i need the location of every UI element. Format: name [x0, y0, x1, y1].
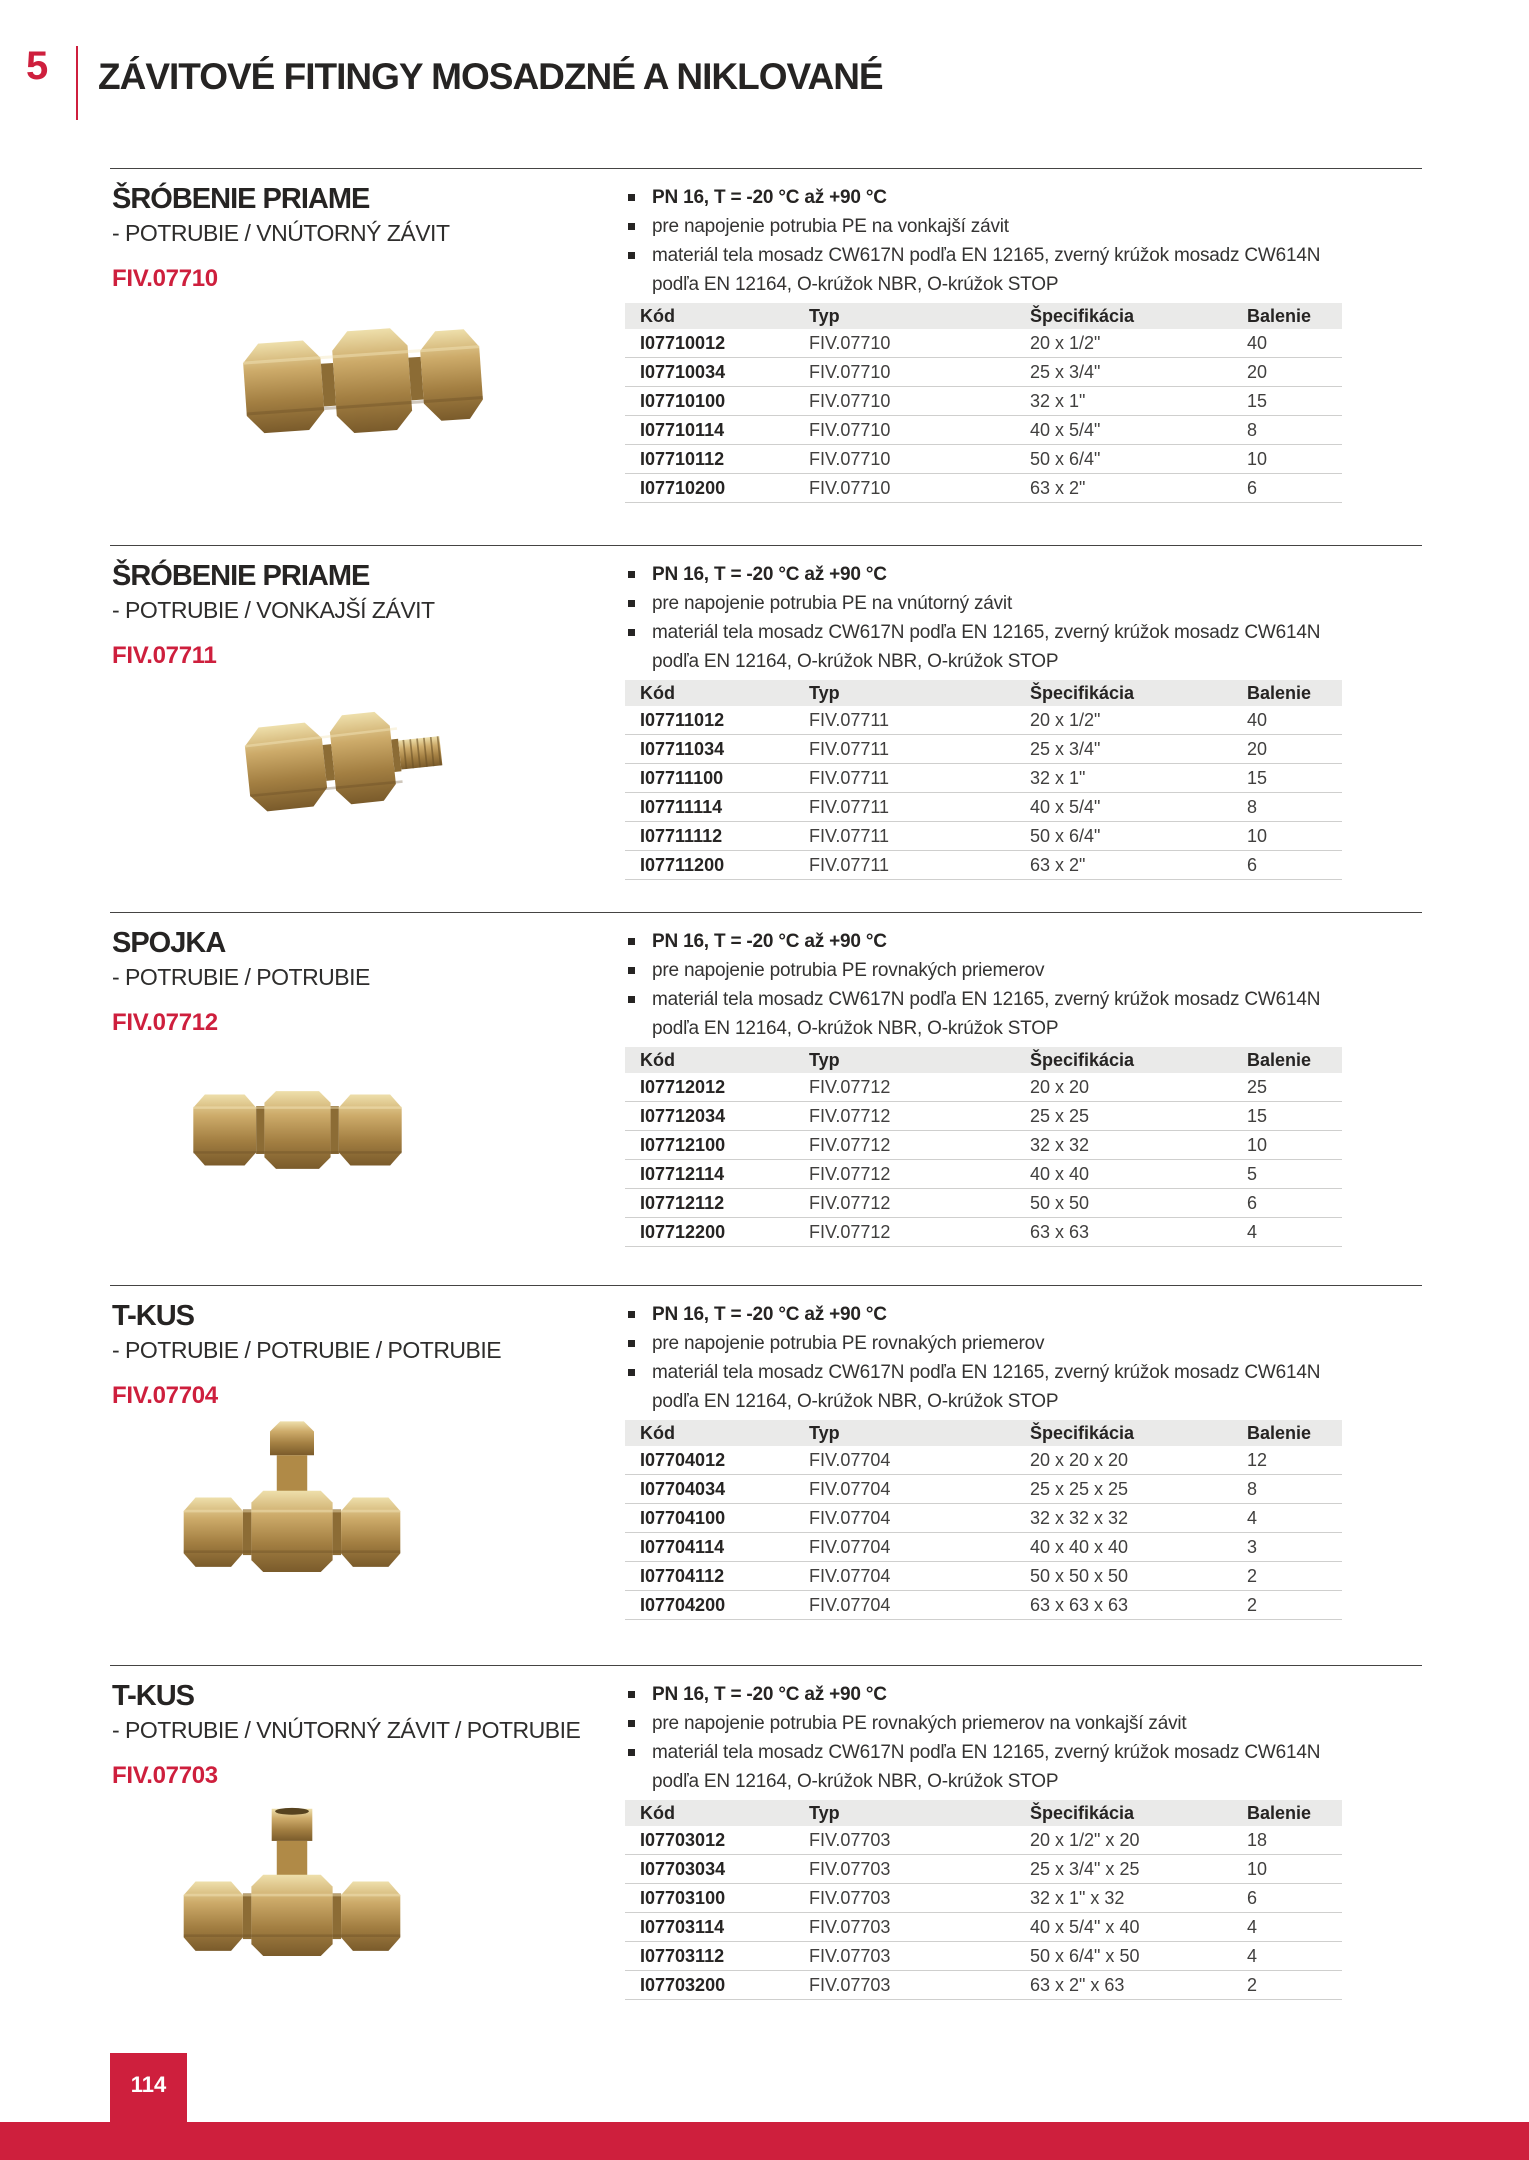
table-cell: FIV.07712: [809, 1102, 1030, 1131]
table-cell: FIV.07710: [809, 358, 1030, 387]
table-cell: 40: [1247, 706, 1342, 735]
product-title: T-KUS: [112, 1300, 194, 1332]
table-cell: 10: [1247, 1855, 1342, 1884]
table-cell: 20: [1247, 358, 1342, 387]
table-row: [625, 793, 1342, 822]
spec-bullet: materiál tela mosadz CW617N podľa EN 12165, zverný krúžok mosadz CW614N podľa EN 12164, O-krúžok NBR, O-krúžok STOP: [625, 618, 1342, 676]
table-cell: 6: [1247, 474, 1342, 503]
table-cell: 2: [1247, 1971, 1342, 2000]
product-title: ŠRÓBENIE PRIAME: [112, 183, 370, 215]
product-table: [625, 303, 1342, 503]
table-cell: I07704112: [625, 1562, 809, 1591]
table-cell: I07711200: [625, 851, 809, 880]
table-cell: I07712012: [625, 1073, 809, 1102]
table-cell: 63 x 63: [1030, 1218, 1247, 1247]
table-cell: I07704034: [625, 1475, 809, 1504]
table-cell: I07704100: [625, 1504, 809, 1533]
table-row: [625, 1446, 1342, 1475]
table-cell: 32 x 1": [1030, 387, 1247, 416]
col-typ: Typ: [809, 1420, 1030, 1446]
table-row: [625, 1913, 1342, 1942]
table-cell: I07711012: [625, 706, 809, 735]
table-cell: 20 x 20: [1030, 1073, 1247, 1102]
product-details: [625, 1666, 1342, 2000]
table-row: [625, 329, 1342, 358]
table-row: [625, 1189, 1342, 1218]
table-cell: 10: [1247, 445, 1342, 474]
table-row: [625, 1131, 1342, 1160]
table-cell: FIV.07703: [809, 1884, 1030, 1913]
table-cell: FIV.07712: [809, 1131, 1030, 1160]
table-cell: I07711100: [625, 764, 809, 793]
product-details: [625, 1286, 1342, 1620]
spec-bullet: materiál tela mosadz CW617N podľa EN 12165, zverný krúžok mosadz CW614N podľa EN 12164, O-krúžok NBR, O-krúžok STOP: [625, 985, 1342, 1043]
table-row: [625, 822, 1342, 851]
product-subtitle: - POTRUBIE / POTRUBIE: [112, 964, 370, 990]
table-cell: 63 x 2" x 63: [1030, 1971, 1247, 2000]
table-cell: 32 x 32 x 32: [1030, 1504, 1247, 1533]
col-kod: Kód: [625, 1800, 809, 1826]
table-cell: FIV.07703: [809, 1942, 1030, 1971]
col-balenie: Balenie: [1247, 303, 1342, 329]
footer-bar: [0, 2122, 1529, 2160]
table-row: [625, 1591, 1342, 1620]
spec-bullet: materiál tela mosadz CW617N podľa EN 12165, zverný krúžok mosadz CW614N podľa EN 12164, O-krúžok NBR, O-krúžok STOP: [625, 1738, 1342, 1796]
product-title: ŠRÓBENIE PRIAME: [112, 560, 370, 592]
table-cell: 2: [1247, 1591, 1342, 1620]
table-cell: I07712112: [625, 1189, 809, 1218]
table-cell: FIV.07712: [809, 1218, 1030, 1247]
table-cell: 40 x 40: [1030, 1160, 1247, 1189]
table-cell: FIV.07703: [809, 1826, 1030, 1855]
col-specifikacia: Špecifikácia: [1030, 680, 1247, 706]
table-cell: 4: [1247, 1913, 1342, 1942]
product-code: FIV.07710: [112, 265, 218, 292]
table-cell: 50 x 50: [1030, 1189, 1247, 1218]
table-cell: I07710112: [625, 445, 809, 474]
table-cell: FIV.07710: [809, 474, 1030, 503]
product-code: FIV.07712: [112, 1009, 218, 1036]
table-cell: 8: [1247, 793, 1342, 822]
table-cell: FIV.07711: [809, 706, 1030, 735]
table-cell: 63 x 63 x 63: [1030, 1591, 1247, 1620]
table-cell: FIV.07710: [809, 445, 1030, 474]
table-cell: FIV.07711: [809, 822, 1030, 851]
table-cell: FIV.07703: [809, 1913, 1030, 1942]
page-number-badge: 114: [110, 2053, 187, 2123]
product-details: [625, 913, 1342, 1247]
table-cell: 40 x 5/4" x 40: [1030, 1913, 1247, 1942]
table-cell: 20: [1247, 735, 1342, 764]
table-cell: I07710200: [625, 474, 809, 503]
table-cell: FIV.07712: [809, 1189, 1030, 1218]
table-cell: FIV.07711: [809, 764, 1030, 793]
table-cell: FIV.07710: [809, 329, 1030, 358]
table-cell: I07711112: [625, 822, 809, 851]
product-subtitle: - POTRUBIE / VNÚTORNÝ ZÁVIT / POTRUBIE: [112, 1717, 581, 1743]
table-header-row: [625, 1420, 1342, 1446]
product-details: [625, 546, 1342, 880]
table-cell: 4: [1247, 1942, 1342, 1971]
table-row: [625, 1102, 1342, 1131]
product-subtitle: - POTRUBIE / VONKAJŠÍ ZÁVIT: [112, 597, 435, 623]
table-cell: I07710100: [625, 387, 809, 416]
table-cell: I07703200: [625, 1971, 809, 2000]
table-cell: 15: [1247, 1102, 1342, 1131]
header-divider: [76, 46, 78, 120]
table-row: [625, 851, 1342, 880]
table-cell: 15: [1247, 387, 1342, 416]
table-cell: FIV.07711: [809, 851, 1030, 880]
table-cell: 4: [1247, 1218, 1342, 1247]
col-typ: Typ: [809, 680, 1030, 706]
product-code: FIV.07704: [112, 1382, 218, 1409]
table-cell: 20 x 20 x 20: [1030, 1446, 1247, 1475]
table-cell: 6: [1247, 1189, 1342, 1218]
spec-bullet: PN 16, T = -20 °C až +90 °C: [625, 927, 1342, 956]
spec-bullet: pre napojenie potrubia PE rovnakých priemerov na vonkajší závit: [625, 1709, 1342, 1738]
table-cell: FIV.07704: [809, 1475, 1030, 1504]
table-row: [625, 1533, 1342, 1562]
table-header-row: [625, 1047, 1342, 1073]
table-row: [625, 1073, 1342, 1102]
product-code: FIV.07711: [112, 642, 217, 669]
table-cell: 50 x 6/4": [1030, 445, 1247, 474]
table-header-row: [625, 303, 1342, 329]
product-table: [625, 1047, 1342, 1247]
spec-bullet: PN 16, T = -20 °C až +90 °C: [625, 1680, 1342, 1709]
table-cell: I07711114: [625, 793, 809, 822]
table-cell: 40 x 40 x 40: [1030, 1533, 1247, 1562]
spec-bullet: materiál tela mosadz CW617N podľa EN 12165, zverný krúžok mosadz CW614N podľa EN 12164, O-krúžok NBR, O-krúžok STOP: [625, 241, 1342, 299]
product-image-tee: [182, 1408, 402, 1593]
col-balenie: Balenie: [1247, 680, 1342, 706]
spec-bullets: [625, 560, 1342, 676]
table-cell: 10: [1247, 822, 1342, 851]
table-cell: 40 x 5/4": [1030, 793, 1247, 822]
table-cell: 18: [1247, 1826, 1342, 1855]
table-row: [625, 1218, 1342, 1247]
table-cell: 15: [1247, 764, 1342, 793]
table-cell: I07703114: [625, 1913, 809, 1942]
table-row: [625, 474, 1342, 503]
product-image-straight-union-female: [230, 282, 485, 464]
table-cell: I07704114: [625, 1533, 809, 1562]
table-cell: 8: [1247, 1475, 1342, 1504]
table-cell: I07703100: [625, 1884, 809, 1913]
table-cell: I07710114: [625, 416, 809, 445]
table-cell: I07704200: [625, 1591, 809, 1620]
table-cell: I07710034: [625, 358, 809, 387]
spec-bullets: [625, 1300, 1342, 1416]
table-cell: I07703034: [625, 1855, 809, 1884]
col-kod: Kód: [625, 1047, 809, 1073]
table-cell: FIV.07704: [809, 1562, 1030, 1591]
table-row: [625, 1160, 1342, 1189]
table-cell: 25 x 25: [1030, 1102, 1247, 1131]
table-cell: 6: [1247, 851, 1342, 880]
table-cell: 25: [1247, 1073, 1342, 1102]
table-cell: I07704012: [625, 1446, 809, 1475]
table-cell: 25 x 3/4": [1030, 358, 1247, 387]
product-title: T-KUS: [112, 1680, 194, 1712]
spec-bullets: [625, 183, 1342, 299]
product-code: FIV.07703: [112, 1762, 218, 1789]
spec-bullet: PN 16, T = -20 °C až +90 °C: [625, 560, 1342, 589]
table-cell: I07703012: [625, 1826, 809, 1855]
table-cell: FIV.07711: [809, 735, 1030, 764]
table-cell: FIV.07712: [809, 1073, 1030, 1102]
table-cell: 10: [1247, 1131, 1342, 1160]
table-cell: 25 x 25 x 25: [1030, 1475, 1247, 1504]
page-title: ZÁVITOVÉ FITINGY MOSADZNÉ A NIKLOVANÉ: [98, 56, 883, 97]
chapter-number: 5: [26, 44, 48, 88]
product-image-coupling: [190, 1055, 405, 1205]
col-specifikacia: Špecifikácia: [1030, 1420, 1247, 1446]
table-cell: 40: [1247, 329, 1342, 358]
col-kod: Kód: [625, 680, 809, 706]
table-row: [625, 387, 1342, 416]
table-row: [625, 358, 1342, 387]
spec-bullets: [625, 927, 1342, 1043]
table-cell: 25 x 3/4" x 25: [1030, 1855, 1247, 1884]
table-cell: FIV.07710: [809, 387, 1030, 416]
table-cell: FIV.07704: [809, 1504, 1030, 1533]
table-cell: I07712100: [625, 1131, 809, 1160]
table-cell: 6: [1247, 1884, 1342, 1913]
product-title: SPOJKA: [112, 927, 226, 959]
table-cell: FIV.07703: [809, 1971, 1030, 2000]
table-row: [625, 1855, 1342, 1884]
table-cell: FIV.07704: [809, 1533, 1030, 1562]
col-typ: Typ: [809, 1047, 1030, 1073]
table-cell: 32 x 1": [1030, 764, 1247, 793]
table-cell: 5: [1247, 1160, 1342, 1189]
spec-bullet: PN 16, T = -20 °C až +90 °C: [625, 183, 1342, 212]
table-cell: I07710012: [625, 329, 809, 358]
product-subtitle: - POTRUBIE / POTRUBIE / POTRUBIE: [112, 1337, 502, 1363]
col-specifikacia: Špecifikácia: [1030, 1047, 1247, 1073]
spec-bullet: pre napojenie potrubia PE na vnútorný závit: [625, 589, 1342, 618]
table-cell: I07712114: [625, 1160, 809, 1189]
table-cell: 63 x 2": [1030, 474, 1247, 503]
table-cell: FIV.07711: [809, 793, 1030, 822]
table-row: [625, 1971, 1342, 2000]
table-cell: FIV.07704: [809, 1591, 1030, 1620]
table-cell: 20 x 1/2": [1030, 329, 1247, 358]
table-cell: FIV.07712: [809, 1160, 1030, 1189]
table-cell: FIV.07704: [809, 1446, 1030, 1475]
table-cell: FIV.07710: [809, 416, 1030, 445]
table-cell: 50 x 6/4": [1030, 822, 1247, 851]
table-cell: 50 x 50 x 50: [1030, 1562, 1247, 1591]
table-row: [625, 1562, 1342, 1591]
spec-bullets: [625, 1680, 1342, 1796]
product-table: [625, 1800, 1342, 2000]
table-row: [625, 1884, 1342, 1913]
col-specifikacia: Špecifikácia: [1030, 303, 1247, 329]
table-cell: I07712034: [625, 1102, 809, 1131]
table-row: [625, 1504, 1342, 1533]
table-cell: 12: [1247, 1446, 1342, 1475]
table-cell: 50 x 6/4" x 50: [1030, 1942, 1247, 1971]
spec-bullet: pre napojenie potrubia PE na vonkajší závit: [625, 212, 1342, 241]
spec-bullet: pre napojenie potrubia PE rovnakých priemerov: [625, 1329, 1342, 1358]
product-subtitle: - POTRUBIE / VNÚTORNÝ ZÁVIT: [112, 220, 450, 246]
table-row: [625, 416, 1342, 445]
col-balenie: Balenie: [1247, 1420, 1342, 1446]
col-typ: Typ: [809, 303, 1030, 329]
table-row: [625, 445, 1342, 474]
table-cell: 40 x 5/4": [1030, 416, 1247, 445]
table-header-row: [625, 680, 1342, 706]
table-cell: 63 x 2": [1030, 851, 1247, 880]
col-specifikacia: Špecifikácia: [1030, 1800, 1247, 1826]
col-balenie: Balenie: [1247, 1047, 1342, 1073]
col-typ: Typ: [809, 1800, 1030, 1826]
spec-bullet: pre napojenie potrubia PE rovnakých priemerov: [625, 956, 1342, 985]
spec-bullet: materiál tela mosadz CW617N podľa EN 12165, zverný krúžok mosadz CW614N podľa EN 12164, O-krúžok NBR, O-krúžok STOP: [625, 1358, 1342, 1416]
table-row: [625, 1942, 1342, 1971]
table-cell: 4: [1247, 1504, 1342, 1533]
table-cell: 25 x 3/4": [1030, 735, 1247, 764]
table-cell: 3: [1247, 1533, 1342, 1562]
table-cell: 8: [1247, 416, 1342, 445]
product-image-straight-union-male: [240, 665, 455, 850]
table-row: [625, 1826, 1342, 1855]
table-cell: I07711034: [625, 735, 809, 764]
table-cell: I07712200: [625, 1218, 809, 1247]
table-header-row: [625, 1800, 1342, 1826]
col-balenie: Balenie: [1247, 1800, 1342, 1826]
table-cell: 32 x 32: [1030, 1131, 1247, 1160]
product-table: [625, 680, 1342, 880]
col-kod: Kód: [625, 303, 809, 329]
table-cell: 2: [1247, 1562, 1342, 1591]
table-cell: 20 x 1/2" x 20: [1030, 1826, 1247, 1855]
table-row: [625, 764, 1342, 793]
table-cell: 32 x 1" x 32: [1030, 1884, 1247, 1913]
product-details: [625, 169, 1342, 503]
table-row: [625, 735, 1342, 764]
table-cell: 20 x 1/2": [1030, 706, 1247, 735]
product-table: [625, 1420, 1342, 1620]
table-cell: I07703112: [625, 1942, 809, 1971]
spec-bullet: PN 16, T = -20 °C až +90 °C: [625, 1300, 1342, 1329]
product-image-tee-female-branch: [182, 1792, 402, 1977]
table-cell: FIV.07703: [809, 1855, 1030, 1884]
table-row: [625, 1475, 1342, 1504]
col-kod: Kód: [625, 1420, 809, 1446]
table-row: [625, 706, 1342, 735]
